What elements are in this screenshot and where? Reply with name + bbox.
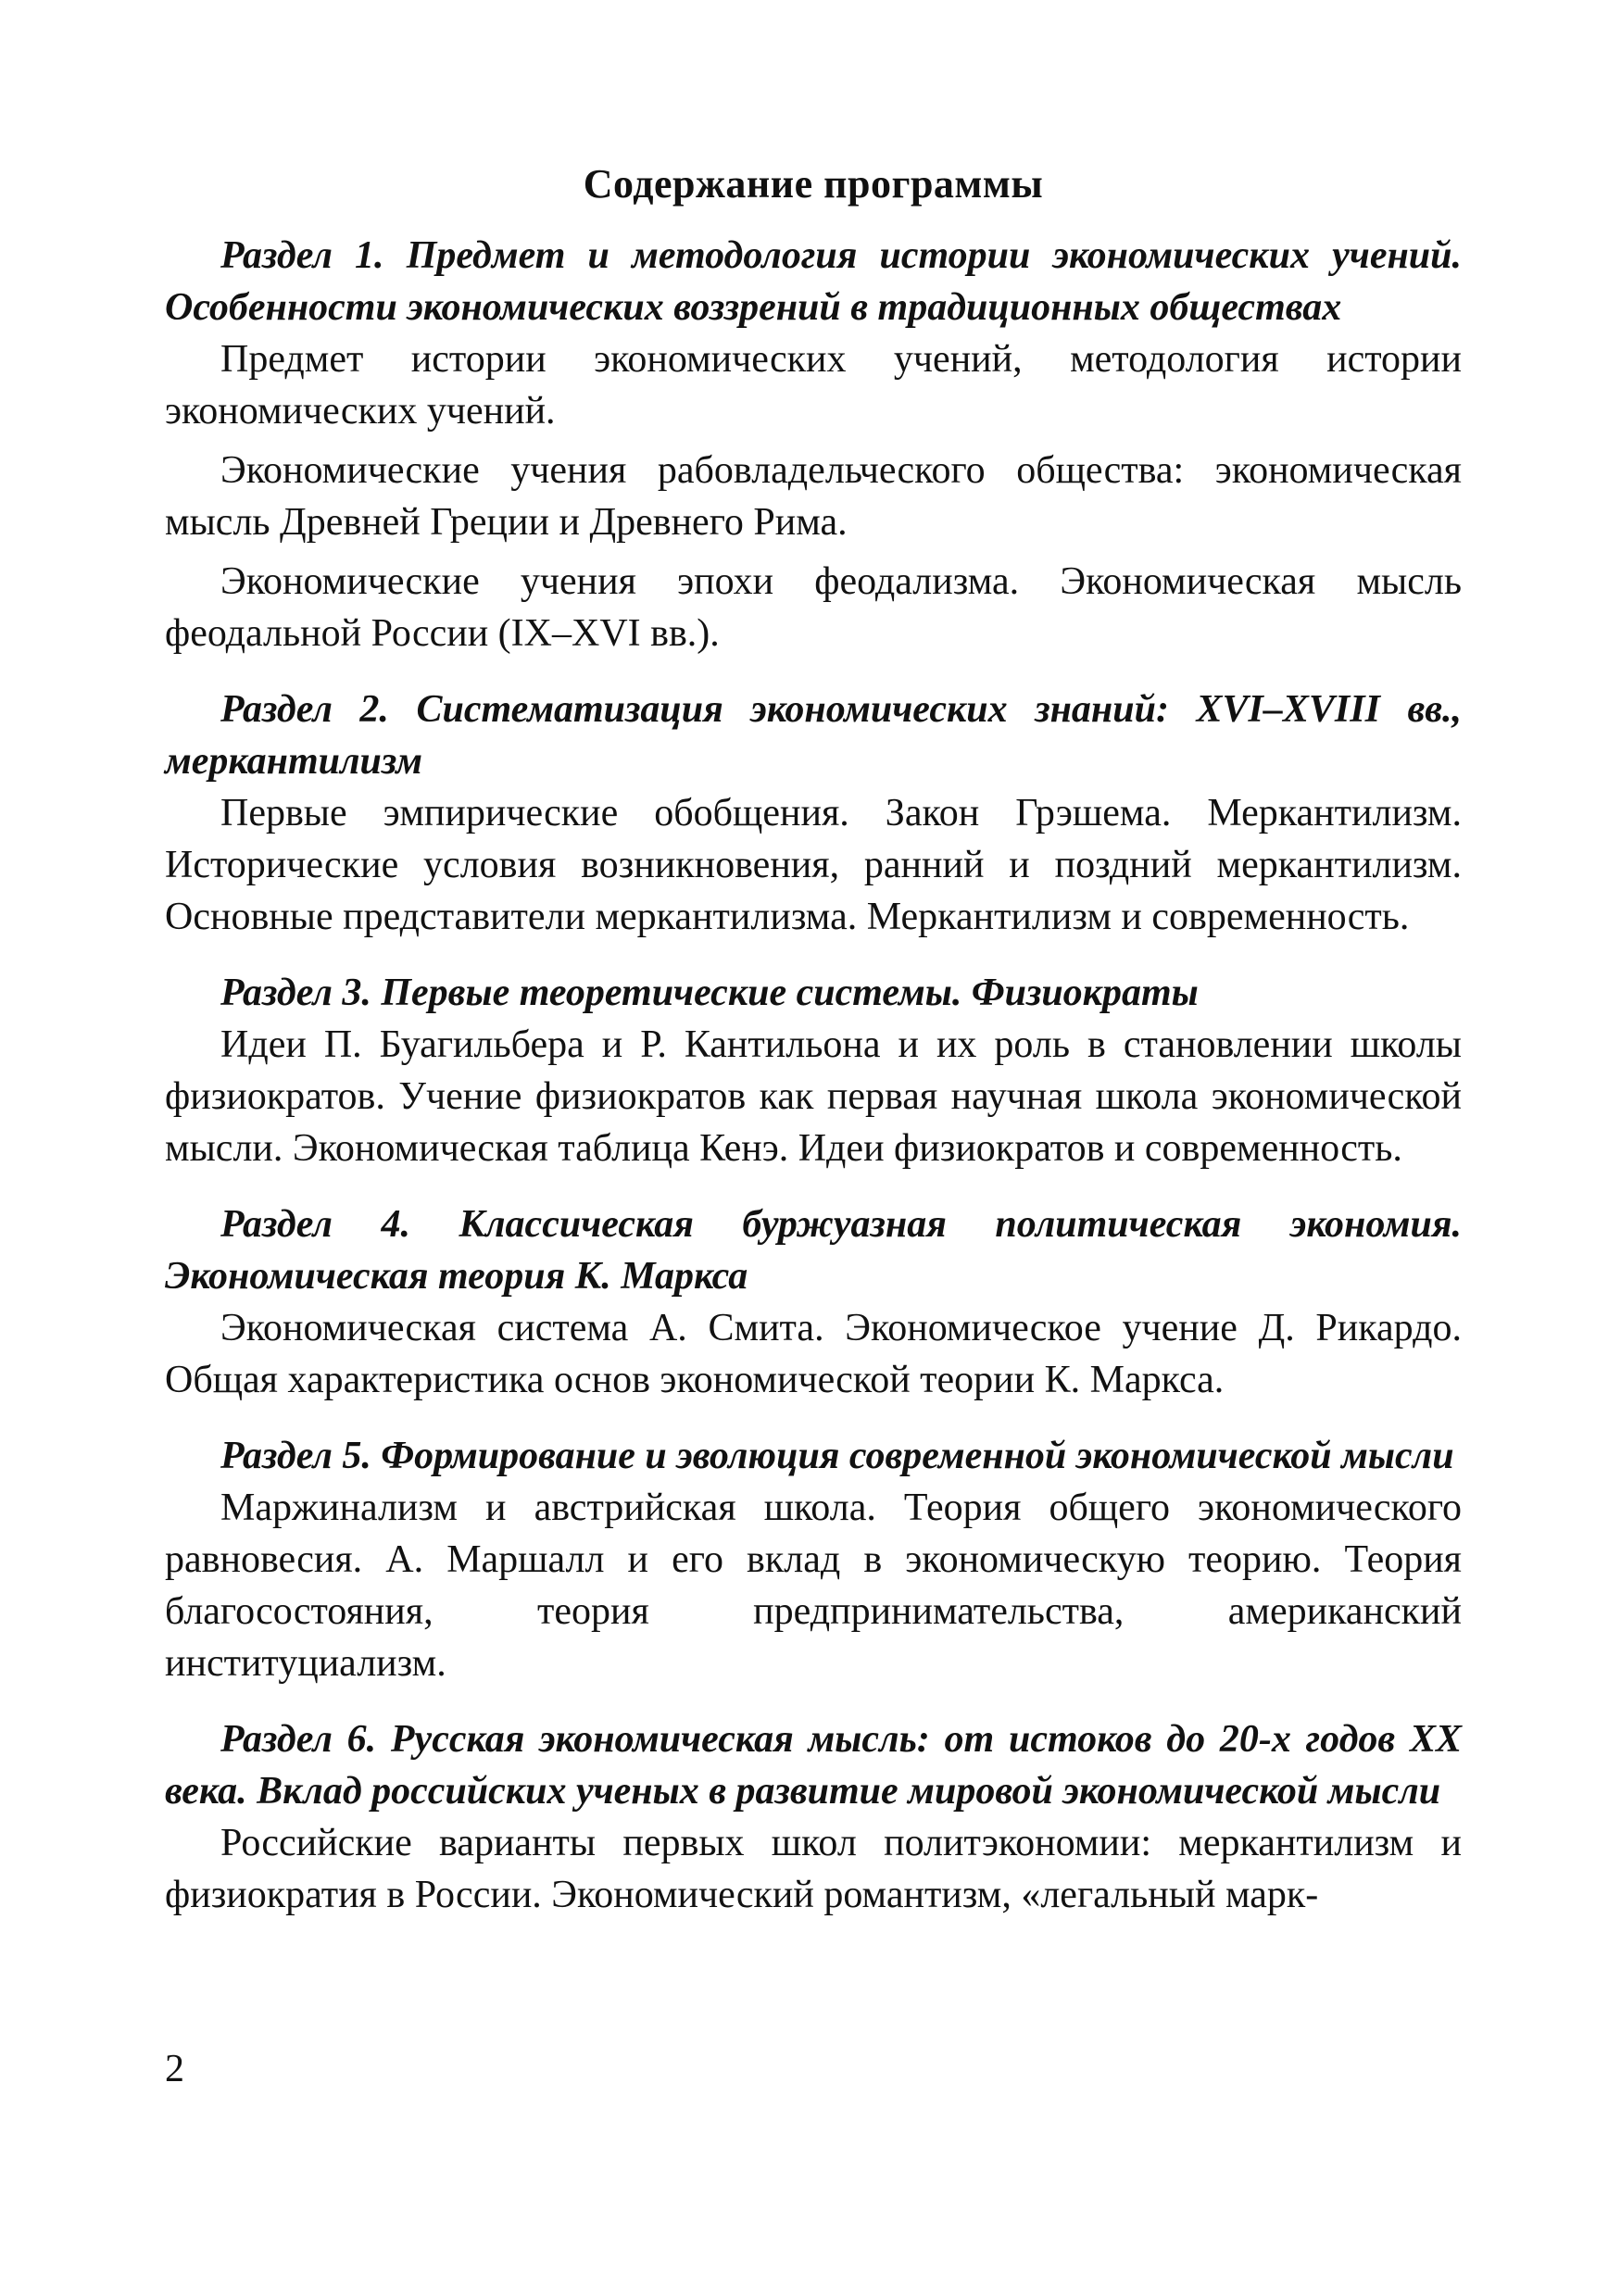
section-heading: Раздел 1. Предмет и методология истории экономических учений. Особенности экономических воззрений в традиционных обществах: [165, 234, 1462, 329]
section-heading: Раздел 2. Систематизация экономических знаний: XVI–XVIII вв., меркантилизм: [165, 688, 1462, 783]
page-content: [165, 157, 1462, 1945]
section-heading: Раздел 6. Русская экономическая мысль: от истоков до 20-х годов XX века. Вклад российских ученых в развитие мировой экономической мысли: [165, 1718, 1462, 1813]
paragraph: Экономические учения рабовладельческого общества: экономическая мысль Древней Греции и Древнего Рима.: [165, 449, 1462, 544]
paragraph: Российские варианты первых школ политэкономии: меркантилизм и физиократия в России. Экономический романтизм, «легальный марк-: [165, 1822, 1462, 1916]
paragraph: Предмет истории экономических учений, методология истории экономических учений.: [165, 338, 1462, 433]
paragraph: Экономическая система А. Смита. Экономическое учение Д. Рикардо. Общая характеристика основ экономической теории К. Маркса.: [165, 1307, 1462, 1401]
section-heading: Раздел 5. Формирование и эволюция современной экономической мысли: [220, 1435, 1454, 1477]
paragraph: Экономические учения эпохи феодализма. Экономическая мысль феодальной России (IX–XVI вв.).: [165, 560, 1462, 655]
page-number: 2: [165, 2048, 184, 2090]
section-heading: Раздел 4. Классическая буржуазная политическая экономия. Экономическая теория К. Маркса: [165, 1203, 1462, 1298]
section-5: [165, 1430, 1462, 1689]
section-6: [165, 1713, 1462, 1921]
paragraph: Идеи П. Буагильбера и Р. Кантильона и их роль в становлении школы физиократов. Учение физиократов как первая научная школа экономической мысли. Экономическая таблица Кенэ. Идеи физиократов и современность.: [165, 1023, 1462, 1170]
paragraph: Первые эмпирические обобщения. Закон Грэшема. Меркантилизм. Исторические условия возникновения, ранний и поздний меркантилизм. Основные представители меркантилизма. Меркантилизм и современность.: [165, 792, 1462, 938]
section-2: [165, 684, 1462, 943]
paragraph: Маржинализм и австрийская школа. Теория общего экономического равновесия. А. Маршалл и его вклад в экономическую теорию. Теория благосостояния, теория предпринимательства, американский институциализм.: [165, 1487, 1462, 1685]
section-heading: Раздел 3. Первые теоретические системы. Физиократы: [220, 972, 1199, 1014]
section-4: [165, 1198, 1462, 1406]
section-3: [165, 967, 1462, 1174]
section-1: [165, 230, 1462, 659]
page-title: Содержание программы: [583, 161, 1044, 207]
